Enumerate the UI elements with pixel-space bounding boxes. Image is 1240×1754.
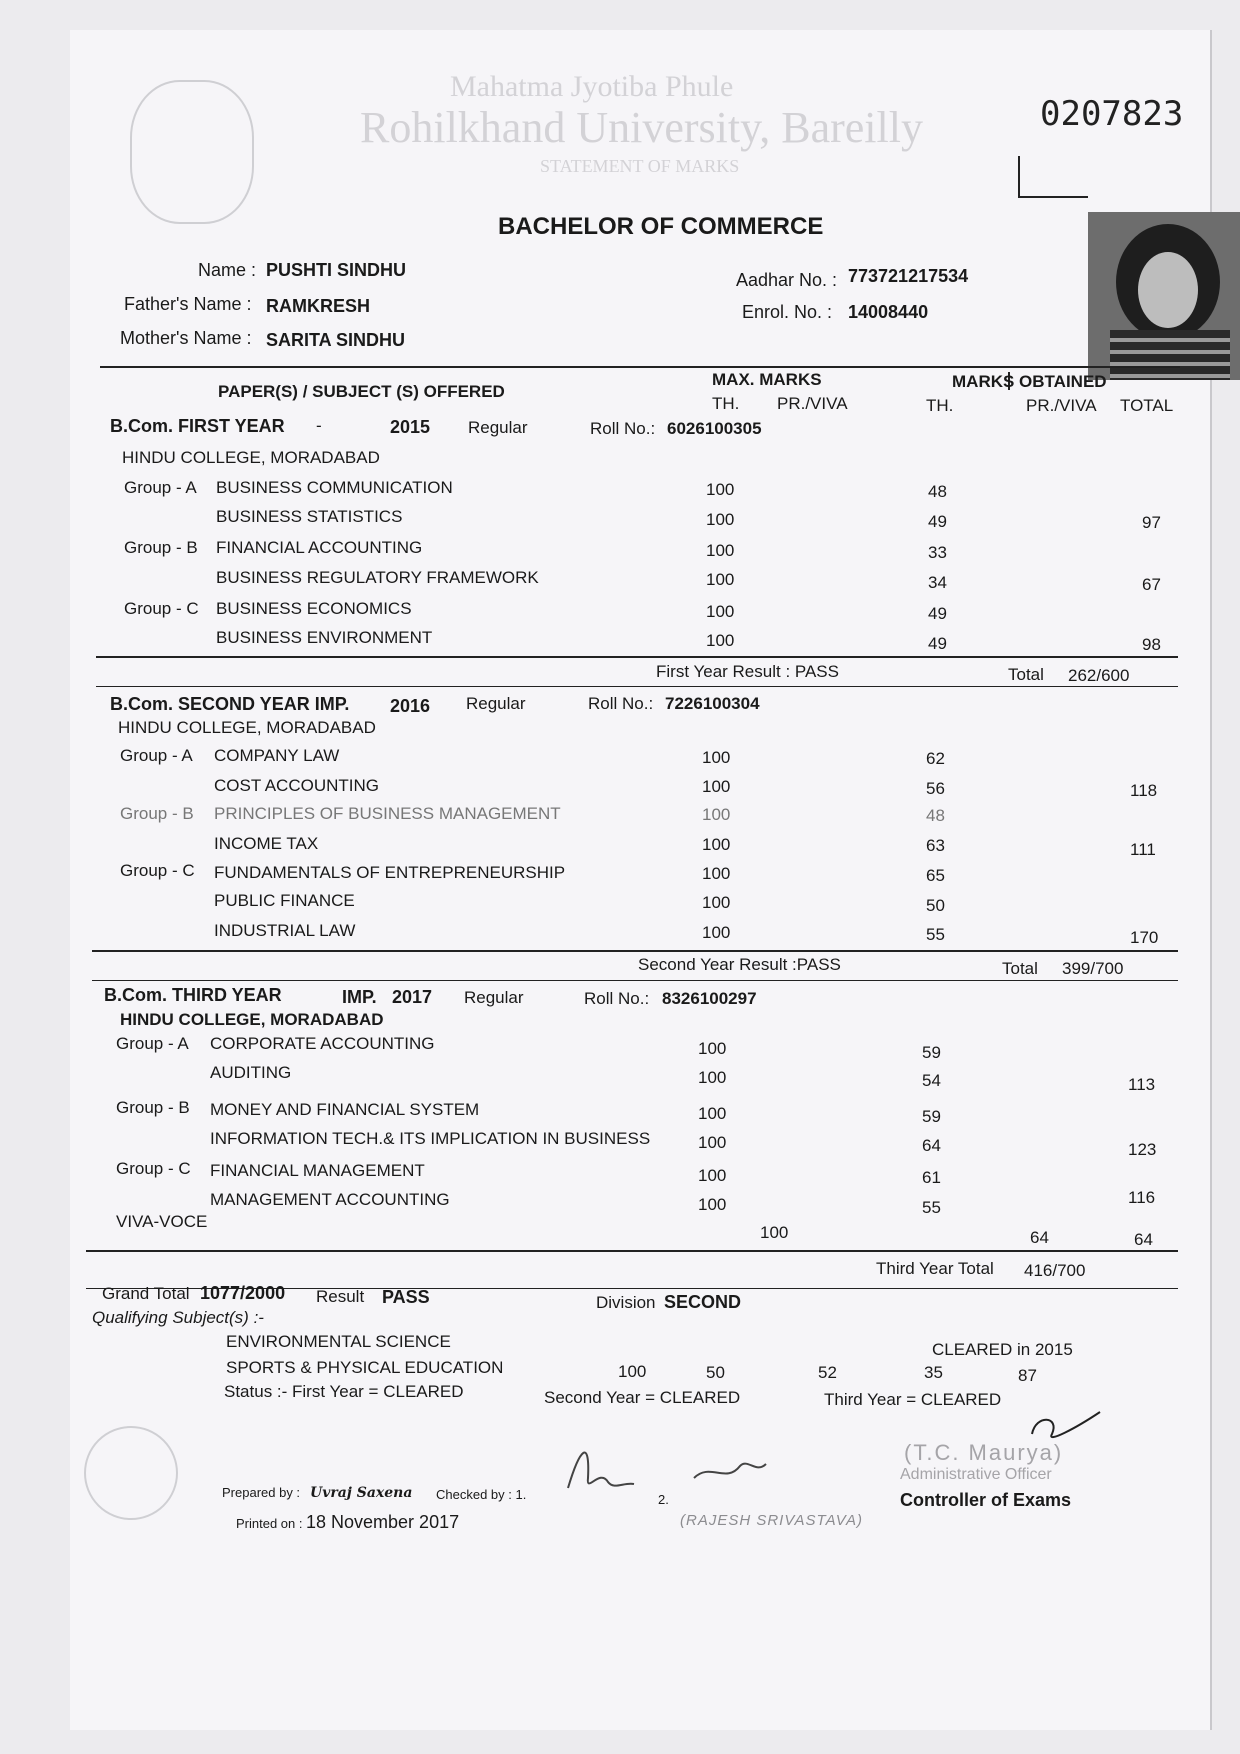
table-row-total: 97	[1142, 513, 1161, 532]
year3-total: 416/700	[1024, 1261, 1086, 1280]
year2-roll-number: 7226100304	[665, 694, 760, 713]
table-row-max: 100	[702, 893, 731, 912]
year1-group-c: Group - C	[124, 599, 199, 618]
year1-group-a: Group - A	[124, 478, 197, 497]
year1-year: 2015	[390, 417, 431, 437]
column-marks-obtained: MARKS OBTAINED	[952, 372, 1107, 391]
table-row-obtained: 62	[926, 749, 945, 768]
year3-group-a: Group - A	[116, 1034, 189, 1053]
student-name: PUSHTI SINDHU	[266, 260, 407, 280]
table-row-obtained: 65	[926, 866, 945, 885]
table-row-max: 100	[698, 1166, 727, 1185]
year1-dash: -	[316, 416, 322, 435]
table-row-obtained: 56	[926, 779, 945, 798]
table-row-max: 100	[698, 1039, 727, 1058]
table-row-obtained: 63	[926, 836, 945, 855]
year1-roll-number: 6026100305	[667, 419, 762, 438]
table-row-subject: CORPORATE ACCOUNTING	[210, 1034, 435, 1053]
table-row-total: 98	[1142, 635, 1161, 654]
year2-group-a: Group - A	[120, 746, 193, 765]
table-row-subject: AUDITING	[210, 1063, 292, 1082]
table-row-obtained: 55	[922, 1198, 941, 1217]
viva-voce-label: VIVA-VOCE	[116, 1212, 208, 1231]
qualifying-obtained-pr: 35	[924, 1363, 943, 1382]
column-subject: PAPER(S) / SUBJECT (S) OFFERED	[218, 382, 505, 401]
student-photo	[1088, 212, 1240, 380]
university-seal-icon	[84, 1426, 178, 1520]
year1-total: 262/600	[1068, 666, 1130, 685]
table-row-obtained: 59	[922, 1043, 941, 1062]
table-row-subject: BUSINESS COMMUNICATION	[216, 478, 453, 497]
table-row-max: 100	[698, 1068, 727, 1087]
year2-roll-label: Roll No.:	[588, 694, 654, 713]
divider	[96, 656, 1178, 658]
checked-by-2: 2.	[658, 1492, 669, 1507]
divider	[86, 1250, 1178, 1252]
father-name: RAMKRESH	[266, 296, 371, 316]
table-row-subject: FINANCIAL ACCOUNTING	[216, 538, 423, 557]
year2-result: Second Year Result :PASS	[638, 955, 841, 974]
table-row-subject: COMPANY LAW	[214, 746, 340, 765]
qualifying-label: Qualifying Subject(s) :-	[92, 1308, 264, 1327]
year3-total-label: Third Year Total	[876, 1259, 994, 1278]
year1-college: HINDU COLLEGE, MORADABAD	[122, 448, 380, 467]
year1-type: Regular	[468, 418, 528, 437]
table-row-subject: COST ACCOUNTING	[214, 776, 379, 795]
table-row-max: 100	[702, 777, 731, 796]
divider	[92, 950, 1178, 952]
year3-group-c: Group - C	[116, 1159, 191, 1178]
table-row-subject: PUBLIC FINANCE	[214, 891, 355, 910]
father-name-label: Father's Name :	[124, 294, 252, 314]
qualifying-max-pr: 50	[706, 1363, 725, 1382]
table-row-subject: INDUSTRIAL LAW	[214, 921, 356, 940]
year2-year: 2016	[390, 696, 431, 716]
year2-group-c: Group - C	[120, 861, 195, 880]
table-row-obtained: 49	[928, 634, 947, 653]
table-row-max: 100	[698, 1104, 727, 1123]
mother-name-label: Mother's Name :	[120, 328, 252, 348]
qualifying-subject: SPORTS & PHYSICAL EDUCATION	[226, 1358, 504, 1377]
qualifying-max-th: 100	[618, 1362, 647, 1381]
grand-total: 1077/2000	[200, 1283, 286, 1303]
table-row-obtained: 55	[926, 925, 945, 944]
serial-number: 0207823	[1040, 94, 1184, 134]
table-row-max: 100	[702, 748, 731, 767]
degree-title: BACHELOR OF COMMERCE	[498, 213, 824, 240]
table-row-subject: MONEY AND FINANCIAL SYSTEM	[210, 1100, 480, 1119]
table-row-total: 170	[1130, 928, 1159, 947]
table-row-total: 123	[1128, 1140, 1157, 1159]
table-row-total: 111	[1130, 840, 1156, 859]
column-obtained-th: TH.	[926, 396, 954, 415]
division: SECOND	[664, 1292, 742, 1312]
aadhar-label: Aadhar No. :	[736, 270, 838, 290]
division-label: Division	[596, 1293, 656, 1312]
table-row-max: 100	[706, 631, 735, 650]
table-row-obtained: 49	[928, 512, 947, 531]
column-max-th: TH.	[712, 394, 740, 413]
table-row-obtained: 61	[922, 1168, 941, 1187]
table-row-subject: FUNDAMENTALS OF ENTREPRENEURSHIP	[214, 863, 566, 882]
column-max-pr-viva: PR./VIVA	[777, 394, 848, 413]
checker-name: (RAJESH SRIVASTAVA)	[680, 1512, 863, 1529]
table-row-max: 100	[702, 864, 731, 883]
table-row-subject: BUSINESS ECONOMICS	[216, 599, 412, 618]
table-row-max: 100	[702, 923, 731, 942]
enrol-number: 14008440	[848, 302, 929, 322]
prepared-by: Uvraj Saxena	[310, 1485, 413, 1501]
prepared-by-label: Prepared by :	[222, 1485, 301, 1500]
photo-corner-mark	[1018, 196, 1088, 198]
watermark-statement: STATEMENT OF MARKS	[540, 156, 740, 176]
qualifying-obtained-th: 52	[818, 1363, 837, 1382]
table-row-total: 67	[1142, 575, 1161, 594]
table-row-obtained: 50	[926, 896, 945, 915]
status-third-year: Third Year = CLEARED	[824, 1390, 1002, 1409]
viva-voce-max: 100	[760, 1223, 789, 1242]
year1-roll-label: Roll No.:	[590, 419, 656, 438]
year2-group-b: Group - B	[120, 804, 194, 823]
checked-by-label: Checked by : 1.	[436, 1487, 527, 1502]
watermark-university: Rohilkhand University, Bareilly	[360, 103, 923, 152]
marksheet	[70, 30, 1212, 1730]
table-row-total: 113	[1128, 1075, 1156, 1094]
year2-total-label: Total	[1002, 959, 1038, 978]
overall-result: PASS	[382, 1287, 430, 1307]
status-second-year: Second Year = CLEARED	[544, 1388, 741, 1407]
table-row-subject: FINANCIAL MANAGEMENT	[210, 1161, 425, 1180]
student-photo-icon	[1088, 212, 1240, 380]
table-row-subject: BUSINESS STATISTICS	[216, 507, 403, 526]
divider	[96, 686, 1178, 687]
table-row-subject: MANAGEMENT ACCOUNTING	[210, 1190, 450, 1209]
table-row-obtained: 48	[926, 806, 945, 825]
enrol-label: Enrol. No. :	[742, 302, 833, 322]
mother-name: SARITA SINDHU	[266, 330, 405, 350]
viva-voce-total: 64	[1134, 1230, 1153, 1249]
table-row-obtained: 49	[928, 604, 947, 623]
column-total: TOTAL	[1120, 396, 1174, 415]
table-row-max: 100	[698, 1133, 727, 1152]
printed-on-label: Printed on :	[236, 1516, 303, 1531]
table-row-obtained: 59	[922, 1107, 941, 1126]
table-row-subject: INFORMATION TECH.& ITS IMPLICATION IN BUSINESS	[210, 1129, 651, 1148]
year3-imp: IMP.	[342, 987, 377, 1007]
photo-corner-mark	[1018, 156, 1020, 196]
year2-college: HINDU COLLEGE, MORADABAD	[118, 718, 376, 737]
table-row-max: 100	[702, 835, 731, 854]
table-row-obtained: 54	[922, 1071, 941, 1090]
table-row-obtained: 64	[922, 1136, 941, 1155]
printed-on: 18 November 2017	[306, 1512, 460, 1532]
table-row-obtained: 48	[928, 482, 947, 501]
name-label: Name :	[198, 260, 257, 280]
table-row-subject: BUSINESS REGULATORY FRAMEWORK	[216, 568, 539, 587]
table-row-max: 100	[706, 541, 735, 560]
table-row-subject: BUSINESS ENVIRONMENT	[216, 628, 433, 647]
column-max-marks: MAX. MARKS	[712, 370, 822, 389]
table-row-max: 100	[706, 570, 735, 589]
year3-group-b: Group - B	[116, 1098, 190, 1117]
table-row-subject: PRINCIPLES OF BUSINESS MANAGEMENT	[214, 804, 561, 823]
divider	[100, 366, 1180, 368]
year1-result: First Year Result : PASS	[656, 662, 839, 681]
university-logo-icon	[130, 80, 254, 224]
year1-group-b: Group - B	[124, 538, 198, 557]
column-obtained-pr-viva: PR./VIVA	[1026, 396, 1097, 415]
year2-type: Regular	[466, 694, 526, 713]
table-row-max: 100	[706, 602, 735, 621]
table-row-obtained: 34	[928, 573, 947, 592]
signature-icon	[690, 1450, 770, 1490]
officer-title: Administrative Officer	[900, 1466, 1052, 1483]
divider	[92, 980, 1178, 981]
result-label: Result	[316, 1287, 365, 1306]
grand-total-label: Grand Total	[102, 1284, 190, 1303]
table-row-max: 100	[706, 480, 735, 499]
aadhar-number: 773721217534	[848, 266, 969, 286]
table-row-obtained: 33	[928, 543, 947, 562]
table-row-max: 100	[698, 1195, 727, 1214]
qualifying-subject: ENVIRONMENTAL SCIENCE	[226, 1332, 451, 1351]
signature-icon	[560, 1438, 640, 1498]
table-row-total: 118	[1130, 781, 1158, 800]
year3-year: 2017	[392, 987, 433, 1007]
year3-title: B.Com. THIRD YEAR	[104, 985, 282, 1005]
year1-title: B.Com. FIRST YEAR	[110, 416, 285, 436]
year2-title: B.Com. SECOND YEAR IMP.	[110, 694, 350, 714]
status-first-year: Status :- First Year = CLEARED	[224, 1382, 464, 1401]
viva-voce-obtained: 64	[1030, 1228, 1049, 1247]
table-row-subject: INCOME TAX	[214, 834, 319, 853]
year3-college: HINDU COLLEGE, MORADABAD	[120, 1010, 384, 1029]
year1-total-label: Total	[1008, 665, 1044, 684]
cleared-in: CLEARED in 2015	[932, 1340, 1073, 1359]
table-row-max: 100	[702, 805, 731, 824]
qualifying-total: 87	[1018, 1366, 1037, 1385]
watermark-line1: Mahatma Jyotiba Phule	[450, 70, 734, 103]
table-row-total: 116	[1128, 1188, 1156, 1207]
year2-total: 399/700	[1062, 959, 1124, 978]
controller-of-exams: Controller of Exams	[900, 1490, 1072, 1510]
table-row-max: 100	[706, 510, 735, 529]
year3-type: Regular	[464, 988, 524, 1007]
year3-roll-number: 8326100297	[662, 989, 757, 1008]
year3-roll-label: Roll No.:	[584, 989, 650, 1008]
officer-name: (T.C. Maurya)	[904, 1440, 1064, 1465]
